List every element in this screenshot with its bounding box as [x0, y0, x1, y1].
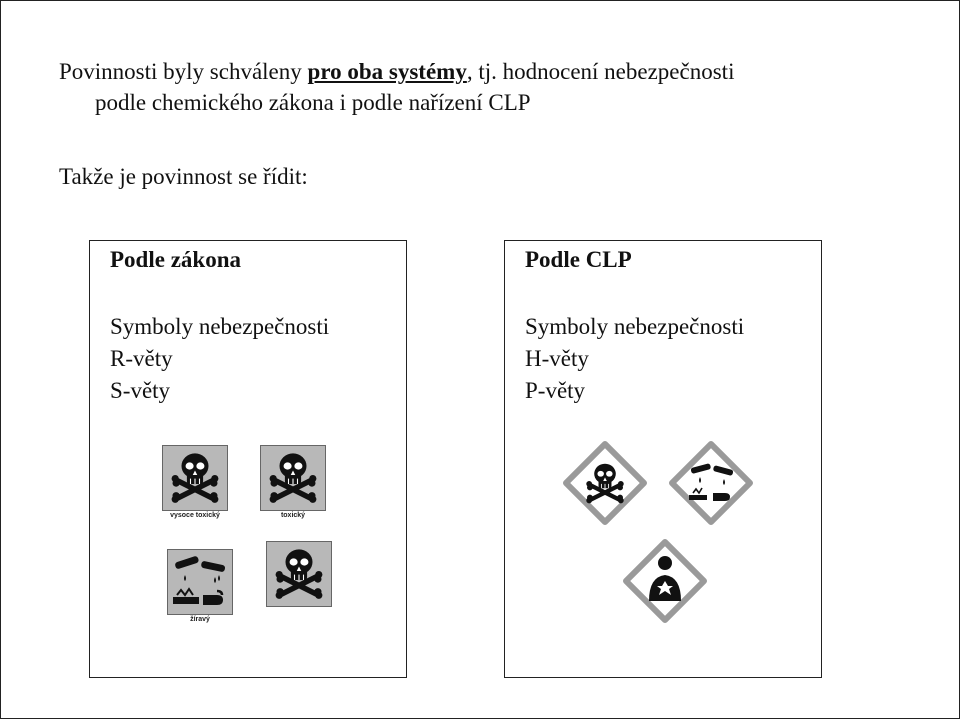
- intro-line-2: podle chemického zákona i podle nařízení CLP: [95, 90, 531, 115]
- list-item: R-věty: [110, 346, 173, 371]
- ghs-corrosion-icon: [669, 441, 753, 525]
- list-item: Symboly nebezpečnosti: [110, 314, 330, 339]
- list-item: H-věty: [525, 346, 589, 371]
- subheading: Takže je povinnost se řídit:: [59, 164, 308, 189]
- ghs-skull-icon: [563, 441, 647, 525]
- list-item: Symboly nebezpečnosti: [525, 314, 745, 339]
- intro-paragraph: [59, 56, 919, 118]
- skull-crossbones-icon: [260, 445, 326, 511]
- list-item: S-věty: [110, 378, 171, 403]
- intro-text-end: , tj. hodnocení nebezpečnosti: [466, 59, 735, 84]
- intro-text-start: Povinnosti byly schváleny: [59, 59, 308, 84]
- list-item: P-věty: [525, 378, 586, 403]
- skull-crossbones-icon: [266, 541, 332, 607]
- panel-title: Podle zákona: [110, 247, 241, 272]
- requirements-list: [110, 311, 329, 407]
- intro-emphasis: pro oba systémy: [307, 59, 467, 84]
- requirements-list: [525, 311, 744, 407]
- symbol-caption: žíravý: [190, 616, 210, 623]
- symbol-caption: toxický: [280, 512, 306, 519]
- ghs-health-hazard-icon: [623, 539, 707, 623]
- panel-title: Podle CLP: [525, 247, 632, 272]
- skull-crossbones-icon: [162, 445, 228, 511]
- panel-podle-zakona: [89, 240, 407, 678]
- panel-podle-clp: [504, 240, 822, 678]
- corrosive-icon: [167, 549, 233, 615]
- symbol-caption: vysoce toxický: [170, 512, 220, 519]
